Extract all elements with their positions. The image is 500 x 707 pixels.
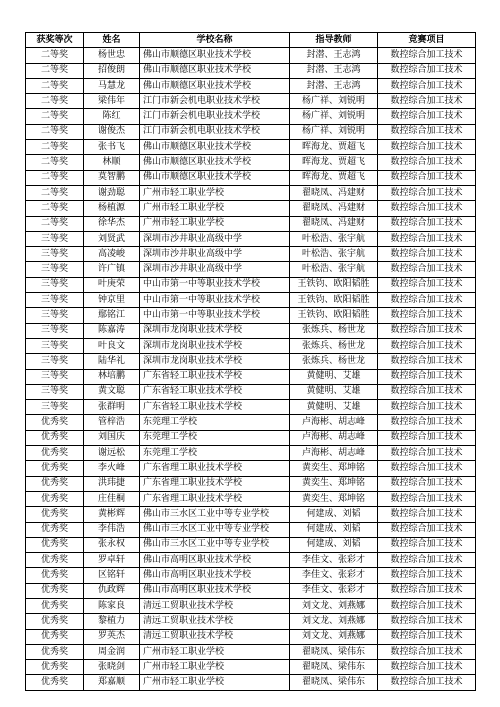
student-name-cell: 李火峰 [84, 461, 140, 476]
student-name-cell: 罗英杰 [84, 629, 140, 644]
award-level-cell: 二等奖 [26, 48, 84, 63]
school-name-cell: 深圳市沙井职业高级中学 [140, 247, 290, 262]
teacher-cell: 封潜、王志鸿 [290, 63, 378, 78]
award-level-cell: 优秀奖 [26, 476, 84, 491]
student-name-cell: 叶庚荣 [84, 277, 140, 292]
award-level-cell: 三等奖 [26, 262, 84, 277]
competition-item-cell: 数控综合加工技术 [378, 568, 476, 583]
teacher-cell: 刘文龙、刘燕娜 [290, 614, 378, 629]
school-name-cell: 佛山市高明区职业技术学校 [140, 568, 290, 583]
student-name-cell: 黄彬辉 [84, 507, 140, 522]
award-level-cell: 优秀奖 [26, 522, 84, 537]
student-name-cell: 张永权 [84, 537, 140, 552]
teacher-cell: 张炼兵、杨世龙 [290, 338, 378, 353]
award-level-cell: 二等奖 [26, 185, 84, 200]
teacher-cell: 刘文龙、刘燕娜 [290, 629, 378, 644]
table-row [26, 78, 476, 93]
teacher-cell: 黄奕生、郑坤铭 [290, 461, 378, 476]
table-row [26, 231, 476, 246]
award-level-cell: 二等奖 [26, 155, 84, 170]
school-name-cell: 广州市轻工职业学校 [140, 216, 290, 231]
header-school: 学校名称 [140, 33, 290, 48]
competition-item-cell: 数控综合加工技术 [378, 537, 476, 552]
award-level-cell: 优秀奖 [26, 598, 84, 613]
competition-item-cell: 数控综合加工技术 [378, 583, 476, 598]
teacher-cell: 黄健明、艾雄 [290, 369, 378, 384]
student-name-cell: 陆华礼 [84, 354, 140, 369]
competition-item-cell: 数控综合加工技术 [378, 522, 476, 537]
award-level-cell: 三等奖 [26, 338, 84, 353]
student-name-cell: 张书飞 [84, 140, 140, 155]
table-row [26, 155, 476, 170]
table-row [26, 507, 476, 522]
competition-item-cell: 数控综合加工技术 [378, 644, 476, 659]
school-name-cell: 广东省轻工职业技术学校 [140, 369, 290, 384]
competition-item-cell: 数控综合加工技术 [378, 629, 476, 644]
competition-item-cell: 数控综合加工技术 [378, 598, 476, 613]
competition-item-cell: 数控综合加工技术 [378, 201, 476, 216]
table-row [26, 461, 476, 476]
teacher-cell: 晖海龙、贾超飞 [290, 170, 378, 185]
table-row [26, 583, 476, 598]
student-name-cell: 谢劲聪 [84, 185, 140, 200]
teacher-cell: 叶松浩、张宇航 [290, 247, 378, 262]
school-name-cell: 佛山市高明区职业技术学校 [140, 553, 290, 568]
table-row [26, 124, 476, 139]
teacher-cell: 黄健明、艾雄 [290, 400, 378, 415]
student-name-cell: 洪玮捷 [84, 476, 140, 491]
award-level-cell: 优秀奖 [26, 553, 84, 568]
teacher-cell: 杨广祥、刘锐明 [290, 94, 378, 109]
teacher-cell: 张炼兵、杨世龙 [290, 354, 378, 369]
school-name-cell: 江门市新会机电职业技术学校 [140, 94, 290, 109]
competition-item-cell: 数控综合加工技术 [378, 216, 476, 231]
teacher-cell: 李佳文、张彩才 [290, 583, 378, 598]
school-name-cell: 深圳市龙岗职业技术学校 [140, 354, 290, 369]
table-row [26, 446, 476, 461]
header-award-level: 获奖等次 [26, 33, 84, 48]
competition-item-cell: 数控综合加工技术 [378, 94, 476, 109]
student-name-cell: 谢俊杰 [84, 124, 140, 139]
teacher-cell: 叶松浩、张宇航 [290, 231, 378, 246]
award-level-cell: 三等奖 [26, 277, 84, 292]
teacher-cell: 王铁钧、欧阳韬胜 [290, 293, 378, 308]
student-name-cell: 罗卓轩 [84, 553, 140, 568]
teacher-cell: 李佳文、张彩才 [290, 568, 378, 583]
header-row [26, 33, 476, 48]
award-level-cell: 三等奖 [26, 400, 84, 415]
table-row [26, 476, 476, 491]
award-level-cell: 二等奖 [26, 170, 84, 185]
teacher-cell: 何建成、刘韬 [290, 507, 378, 522]
table-row [26, 216, 476, 231]
competition-item-cell: 数控综合加工技术 [378, 63, 476, 78]
teacher-cell: 翟晓凤、梁伟东 [290, 644, 378, 659]
school-name-cell: 深圳市沙井职业高级中学 [140, 262, 290, 277]
table-row [26, 384, 476, 399]
teacher-cell: 黄奕生、郑坤铭 [290, 476, 378, 491]
teacher-cell: 黄健明、艾雄 [290, 384, 378, 399]
competition-item-cell: 数控综合加工技术 [378, 415, 476, 430]
table-row [26, 568, 476, 583]
award-level-cell: 三等奖 [26, 231, 84, 246]
student-name-cell: 郑嘉顺 [84, 675, 140, 690]
student-name-cell: 杨植源 [84, 201, 140, 216]
school-name-cell: 清远工贸职业技术学校 [140, 629, 290, 644]
table-row [26, 400, 476, 415]
award-level-cell: 三等奖 [26, 293, 84, 308]
teacher-cell: 何建成、刘韬 [290, 537, 378, 552]
header-name: 姓名 [84, 33, 140, 48]
table-row [26, 354, 476, 369]
table-row [26, 553, 476, 568]
student-name-cell: 钟京里 [84, 293, 140, 308]
student-name-cell: 许广镇 [84, 262, 140, 277]
teacher-cell: 杨广祥、刘锐明 [290, 109, 378, 124]
school-name-cell: 佛山市顺德区职业技术学校 [140, 78, 290, 93]
table-row [26, 308, 476, 323]
award-level-cell: 二等奖 [26, 140, 84, 155]
student-name-cell: 叶良文 [84, 338, 140, 353]
school-name-cell: 广东省理工职业技术学校 [140, 491, 290, 506]
student-name-cell: 管梓浩 [84, 415, 140, 430]
teacher-cell: 翟晓凤、冯建财 [290, 216, 378, 231]
competition-item-cell: 数控综合加工技术 [378, 155, 476, 170]
table-row [26, 170, 476, 185]
school-name-cell: 佛山市三水区工业中等专业学校 [140, 507, 290, 522]
table-row [26, 430, 476, 445]
student-name-cell: 马慧龙 [84, 78, 140, 93]
student-name-cell: 黎植力 [84, 614, 140, 629]
competition-item-cell: 数控综合加工技术 [378, 461, 476, 476]
competition-item-cell: 数控综合加工技术 [378, 354, 476, 369]
school-name-cell: 佛山市顺德区职业技术学校 [140, 63, 290, 78]
table-row [26, 262, 476, 277]
student-name-cell: 仇政辉 [84, 583, 140, 598]
teacher-cell: 翟晓凤、冯建财 [290, 201, 378, 216]
award-level-cell: 二等奖 [26, 94, 84, 109]
table-row [26, 369, 476, 384]
teacher-cell: 晖海龙、贾超飞 [290, 155, 378, 170]
teacher-cell: 翟晓凤、梁伟东 [290, 675, 378, 690]
award-level-cell: 优秀奖 [26, 629, 84, 644]
award-table-container [25, 32, 476, 691]
competition-item-cell: 数控综合加工技术 [378, 48, 476, 63]
student-name-cell: 刘国庆 [84, 430, 140, 445]
award-level-cell: 优秀奖 [26, 446, 84, 461]
student-name-cell: 庄佳桐 [84, 491, 140, 506]
competition-item-cell: 数控综合加工技术 [378, 553, 476, 568]
school-name-cell: 广州市轻工职业学校 [140, 675, 290, 690]
competition-item-cell: 数控综合加工技术 [378, 323, 476, 338]
school-name-cell: 中山市第一中等职业技术学校 [140, 277, 290, 292]
award-level-cell: 二等奖 [26, 216, 84, 231]
teacher-cell: 叶松浩、张宇航 [290, 262, 378, 277]
teacher-cell: 封潜、王志鸿 [290, 48, 378, 63]
student-name-cell: 林培鹏 [84, 369, 140, 384]
school-name-cell: 广州市轻工职业学校 [140, 185, 290, 200]
competition-item-cell: 数控综合加工技术 [378, 446, 476, 461]
table-row [26, 660, 476, 675]
award-level-cell: 三等奖 [26, 308, 84, 323]
school-name-cell: 广东省理工职业技术学校 [140, 461, 290, 476]
competition-item-cell: 数控综合加工技术 [378, 293, 476, 308]
teacher-cell: 杨广祥、刘锐明 [290, 124, 378, 139]
student-name-cell: 李伟浩 [84, 522, 140, 537]
student-name-cell: 陈红 [84, 109, 140, 124]
award-level-cell: 三等奖 [26, 369, 84, 384]
table-row [26, 338, 476, 353]
table-row [26, 675, 476, 690]
table-row [26, 644, 476, 659]
award-level-cell: 优秀奖 [26, 491, 84, 506]
competition-item-cell: 数控综合加工技术 [378, 247, 476, 262]
award-level-cell: 优秀奖 [26, 537, 84, 552]
school-name-cell: 佛山市顺德区职业技术学校 [140, 155, 290, 170]
competition-item-cell: 数控综合加工技术 [378, 124, 476, 139]
award-level-cell: 优秀奖 [26, 614, 84, 629]
award-level-cell: 优秀奖 [26, 430, 84, 445]
school-name-cell: 江门市新会机电职业技术学校 [140, 109, 290, 124]
table-row [26, 185, 476, 200]
table-row [26, 277, 476, 292]
competition-item-cell: 数控综合加工技术 [378, 660, 476, 675]
school-name-cell: 佛山市顺德区职业技术学校 [140, 170, 290, 185]
student-name-cell: 张群明 [84, 400, 140, 415]
competition-item-cell: 数控综合加工技术 [378, 507, 476, 522]
award-level-cell: 优秀奖 [26, 415, 84, 430]
school-name-cell: 广州市轻工职业学校 [140, 644, 290, 659]
school-name-cell: 佛山市顺德区职业技术学校 [140, 48, 290, 63]
student-name-cell: 徐华杰 [84, 216, 140, 231]
teacher-cell: 黄奕生、郑坤铭 [290, 491, 378, 506]
table-row [26, 293, 476, 308]
teacher-cell: 晖海龙、贾超飞 [290, 140, 378, 155]
school-name-cell: 中山市第一中等职业技术学校 [140, 308, 290, 323]
award-table [25, 32, 476, 691]
teacher-cell: 翟晓凤、冯建财 [290, 185, 378, 200]
table-row [26, 323, 476, 338]
table-row [26, 109, 476, 124]
teacher-cell: 王铁钧、欧阳韬胜 [290, 277, 378, 292]
competition-item-cell: 数控综合加工技术 [378, 430, 476, 445]
table-row [26, 629, 476, 644]
competition-item-cell: 数控综合加工技术 [378, 277, 476, 292]
student-name-cell: 陈嘉涛 [84, 323, 140, 338]
school-name-cell: 清远工贸职业技术学校 [140, 614, 290, 629]
table-row [26, 63, 476, 78]
table-row [26, 415, 476, 430]
student-name-cell: 高凌峻 [84, 247, 140, 262]
school-name-cell: 深圳市龙岗职业技术学校 [140, 323, 290, 338]
award-level-cell: 三等奖 [26, 354, 84, 369]
table-row [26, 614, 476, 629]
school-name-cell: 东莞理工学校 [140, 415, 290, 430]
table-row [26, 94, 476, 109]
table-row [26, 522, 476, 537]
school-name-cell: 广州市轻工职业学校 [140, 201, 290, 216]
competition-item-cell: 数控综合加工技术 [378, 491, 476, 506]
header-teacher: 指导教师 [290, 33, 378, 48]
student-name-cell: 莫智鹏 [84, 170, 140, 185]
school-name-cell: 广东省轻工职业技术学校 [140, 400, 290, 415]
competition-item-cell: 数控综合加工技术 [378, 185, 476, 200]
competition-item-cell: 数控综合加工技术 [378, 78, 476, 93]
student-name-cell: 招俊朗 [84, 63, 140, 78]
award-level-cell: 优秀奖 [26, 675, 84, 690]
student-name-cell: 周金润 [84, 644, 140, 659]
teacher-cell: 刘文龙、刘燕娜 [290, 598, 378, 613]
school-name-cell: 东莞理工学校 [140, 430, 290, 445]
competition-item-cell: 数控综合加工技术 [378, 308, 476, 323]
teacher-cell: 王铁钧、欧阳韬胜 [290, 308, 378, 323]
teacher-cell: 卢海彬、胡志峰 [290, 415, 378, 430]
school-name-cell: 清远工贸职业技术学校 [140, 598, 290, 613]
student-name-cell: 鄢铭江 [84, 308, 140, 323]
school-name-cell: 佛山市顺德区职业技术学校 [140, 140, 290, 155]
award-level-cell: 优秀奖 [26, 583, 84, 598]
school-name-cell: 深圳市沙井职业高级中学 [140, 231, 290, 246]
competition-item-cell: 数控综合加工技术 [378, 384, 476, 399]
teacher-cell: 封潜、王志鸿 [290, 78, 378, 93]
competition-item-cell: 数控综合加工技术 [378, 338, 476, 353]
award-level-cell: 二等奖 [26, 78, 84, 93]
competition-item-cell: 数控综合加工技术 [378, 109, 476, 124]
student-name-cell: 刘贤武 [84, 231, 140, 246]
student-name-cell: 黄文聪 [84, 384, 140, 399]
table-row [26, 201, 476, 216]
school-name-cell: 江门市新会机电职业技术学校 [140, 124, 290, 139]
competition-item-cell: 数控综合加工技术 [378, 675, 476, 690]
award-level-cell: 优秀奖 [26, 644, 84, 659]
award-level-cell: 三等奖 [26, 247, 84, 262]
teacher-cell: 卢海彬、胡志峰 [290, 446, 378, 461]
teacher-cell: 翟晓凤、梁伟东 [290, 660, 378, 675]
teacher-cell: 卢海彬、胡志峰 [290, 430, 378, 445]
competition-item-cell: 数控综合加工技术 [378, 476, 476, 491]
school-name-cell: 佛山市高明区职业技术学校 [140, 583, 290, 598]
table-row [26, 537, 476, 552]
student-name-cell: 梁伟年 [84, 94, 140, 109]
competition-item-cell: 数控综合加工技术 [378, 170, 476, 185]
student-name-cell: 杨世忠 [84, 48, 140, 63]
table-row [26, 48, 476, 63]
award-level-cell: 三等奖 [26, 384, 84, 399]
teacher-cell: 李佳文、张彩才 [290, 553, 378, 568]
competition-item-cell: 数控综合加工技术 [378, 614, 476, 629]
award-level-cell: 二等奖 [26, 109, 84, 124]
table-row [26, 140, 476, 155]
student-name-cell: 张晓剑 [84, 660, 140, 675]
award-level-cell: 优秀奖 [26, 507, 84, 522]
competition-item-cell: 数控综合加工技术 [378, 231, 476, 246]
school-name-cell: 中山市第一中等职业技术学校 [140, 293, 290, 308]
teacher-cell: 何建成、刘韬 [290, 522, 378, 537]
award-level-cell: 三等奖 [26, 323, 84, 338]
school-name-cell: 佛山市三水区工业中等专业学校 [140, 522, 290, 537]
award-level-cell: 二等奖 [26, 201, 84, 216]
award-level-cell: 二等奖 [26, 124, 84, 139]
table-row [26, 491, 476, 506]
school-name-cell: 广东省理工职业技术学校 [140, 476, 290, 491]
teacher-cell: 张炼兵、杨世龙 [290, 323, 378, 338]
school-name-cell: 广东省轻工职业技术学校 [140, 384, 290, 399]
student-name-cell: 陈家良 [84, 598, 140, 613]
student-name-cell: 林顺 [84, 155, 140, 170]
award-level-cell: 优秀奖 [26, 660, 84, 675]
school-name-cell: 佛山市三水区工业中等专业学校 [140, 537, 290, 552]
award-level-cell: 二等奖 [26, 63, 84, 78]
award-level-cell: 优秀奖 [26, 568, 84, 583]
header-competition-item: 竞赛项目 [378, 33, 476, 48]
school-name-cell: 广州市轻工职业学校 [140, 660, 290, 675]
school-name-cell: 东莞理工学校 [140, 446, 290, 461]
competition-item-cell: 数控综合加工技术 [378, 369, 476, 384]
table-row [26, 598, 476, 613]
student-name-cell: 区铭轩 [84, 568, 140, 583]
award-level-cell: 优秀奖 [26, 461, 84, 476]
competition-item-cell: 数控综合加工技术 [378, 140, 476, 155]
table-row [26, 247, 476, 262]
student-name-cell: 谢远松 [84, 446, 140, 461]
school-name-cell: 深圳市龙岗职业技术学校 [140, 338, 290, 353]
competition-item-cell: 数控综合加工技术 [378, 400, 476, 415]
competition-item-cell: 数控综合加工技术 [378, 262, 476, 277]
